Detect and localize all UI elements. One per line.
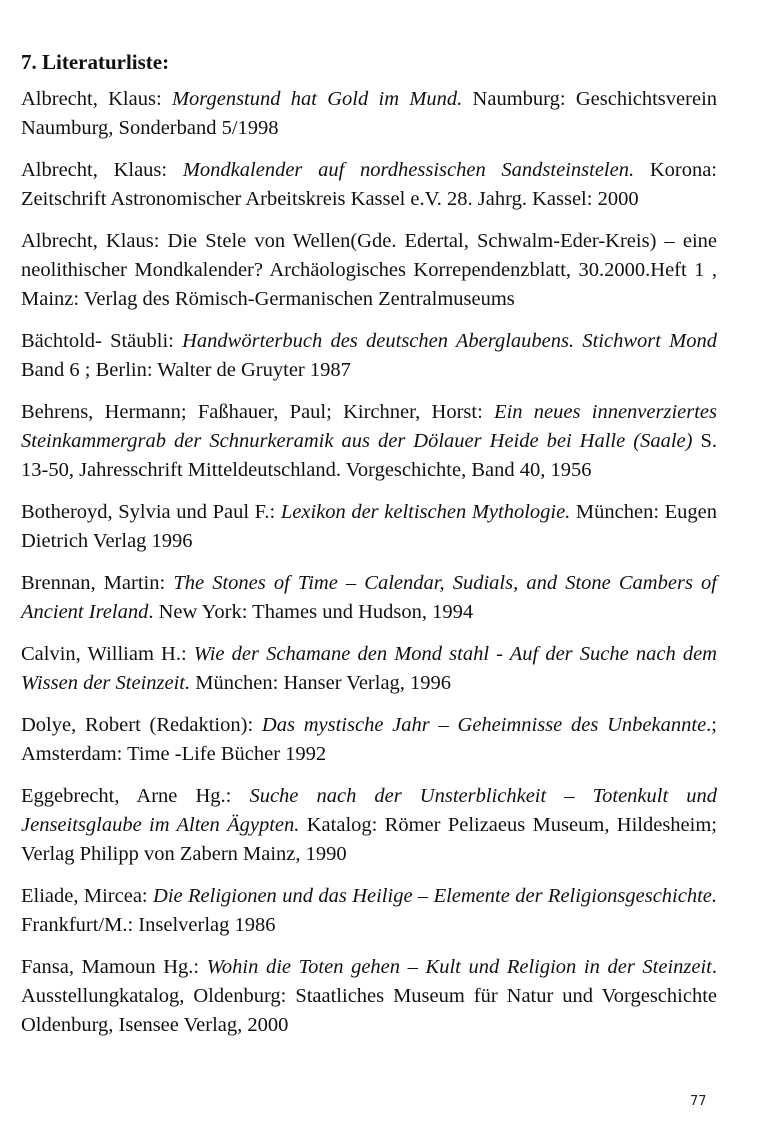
bibliography-entry [21,640,717,698]
entry-text: .; Amsterdam: Time -Life Bücher 1992 [21,714,717,765]
entry-text: Band 6 ; Berlin: Walter de Gruyter 1987 [21,359,351,381]
bibliography-entry [21,953,717,1040]
bibliography-entry [21,85,717,143]
bibliography-entry [21,782,717,869]
entry-title-italic: Ein neues innenverziertes Steinkammergrab der Schnurkeramik aus der Dölauer Heide bei Halle (Saale) [21,401,717,452]
bibliography-list [21,85,717,1040]
entry-text: München: Hanser Verlag, 1996 [190,672,452,694]
bibliography-entry [21,498,717,556]
entry-text: Katalog: Römer Pelizaeus Museum, Hildesheim; Verlag Philipp von Zabern Mainz, 1990 [21,814,717,865]
entry-text: Albrecht, Klaus: [21,159,183,181]
entry-title-italic: Wie der Schamane den Mond stahl - Auf der Suche nach dem Wissen der Steinzeit. [21,643,717,694]
entry-text: Albrecht, Klaus: Die Stele von Wellen(Gde. Edertal, Schwalm-Eder-Kreis) – eine neolithischer Mondkalender? Archäologisches Korrependenzblatt, 30.2000.Heft 1 , Mainz: Verlag des Römisch-Germanischen Zentralmuseums [21,230,717,310]
bibliography-entry [21,227,717,314]
entry-text: Fansa, Mamoun Hg.: [21,956,207,978]
entry-text: Eggebrecht, Arne Hg.: [21,785,250,807]
entry-title-italic: Lexikon der keltischen Mythologie. [280,501,571,523]
entry-title-italic: Das mystische Jahr – Geheimnisse des Unbekannte [261,714,707,736]
entry-text: Dolye, Robert (Redaktion): [21,714,262,736]
entry-text: Bächtold- Stäubli: [21,330,183,352]
entry-text: Eliade, Mircea: [21,885,154,907]
section-heading: 7. Literaturliste: [21,50,170,74]
entry-title-italic: The Stones of Time – Calendar, Sudials, and Stone Cambers of Ancient Ireland [21,572,717,623]
bibliography-page [21,48,717,1053]
bibliography-entry [21,327,717,385]
entry-text: Calvin, William H.: [21,643,194,665]
entry-title-italic: Handwörterbuch des deutschen Aberglaubens. Stichwort Mond [182,330,718,352]
entry-text: Naumburg: Geschichtsverein Naumburg, Sonderband 5/1998 [21,88,718,139]
bibliography-entry [21,882,717,940]
entry-title-italic: Morgenstund hat Gold im Mund. [171,88,463,110]
entry-text: München: Eugen Dietrich Verlag 1996 [21,501,718,552]
entry-text: Albrecht, Klaus: [21,88,172,110]
bibliography-entry [21,569,717,627]
entry-text: . Ausstellungkatalog, Oldenburg: Staatliches Museum für Natur und Vorgeschichte Oldenburg, Isensee Verlag, 2000 [21,956,717,1036]
bibliography-entry [21,398,717,485]
entry-title-italic: Mondkalender auf nordhessischen Sandsteinstelen. [182,159,635,181]
page-number: 77 [690,1094,707,1109]
entry-text: Botheroyd, Sylvia und Paul F.: [21,501,281,523]
entry-text: Frankfurt/M.: Inselverlag 1986 [21,914,276,936]
entry-text: S. 13-50, Jahresschrift Mitteldeutschland. Vorgeschichte, Band 40, 1956 [21,430,717,481]
bibliography-entry [21,711,717,769]
entry-title-italic: Die Religionen und das Heilige – Elemente der Religionsgeschichte. [153,885,718,907]
entry-title-italic: Wohin die Toten gehen – Kult und Religion in der Steinzeit [206,956,712,978]
entry-text: Korona: Zeitschrift Astronomischer Arbeitskreis Kassel e.V. 28. Jahrg. Kassel: 2000 [21,159,718,210]
entry-text: Behrens, Hermann; Faßhauer, Paul; Kirchner, Horst: [21,401,495,423]
bibliography-entry [21,156,717,214]
entry-text: Brennan, Martin: [21,572,174,594]
entry-title-italic: Suche nach der Unsterblichkeit – Totenkult und Jenseitsglaube im Alten Ägypten. [21,785,717,836]
entry-text: . New York: Thames und Hudson, 1994 [148,601,474,623]
